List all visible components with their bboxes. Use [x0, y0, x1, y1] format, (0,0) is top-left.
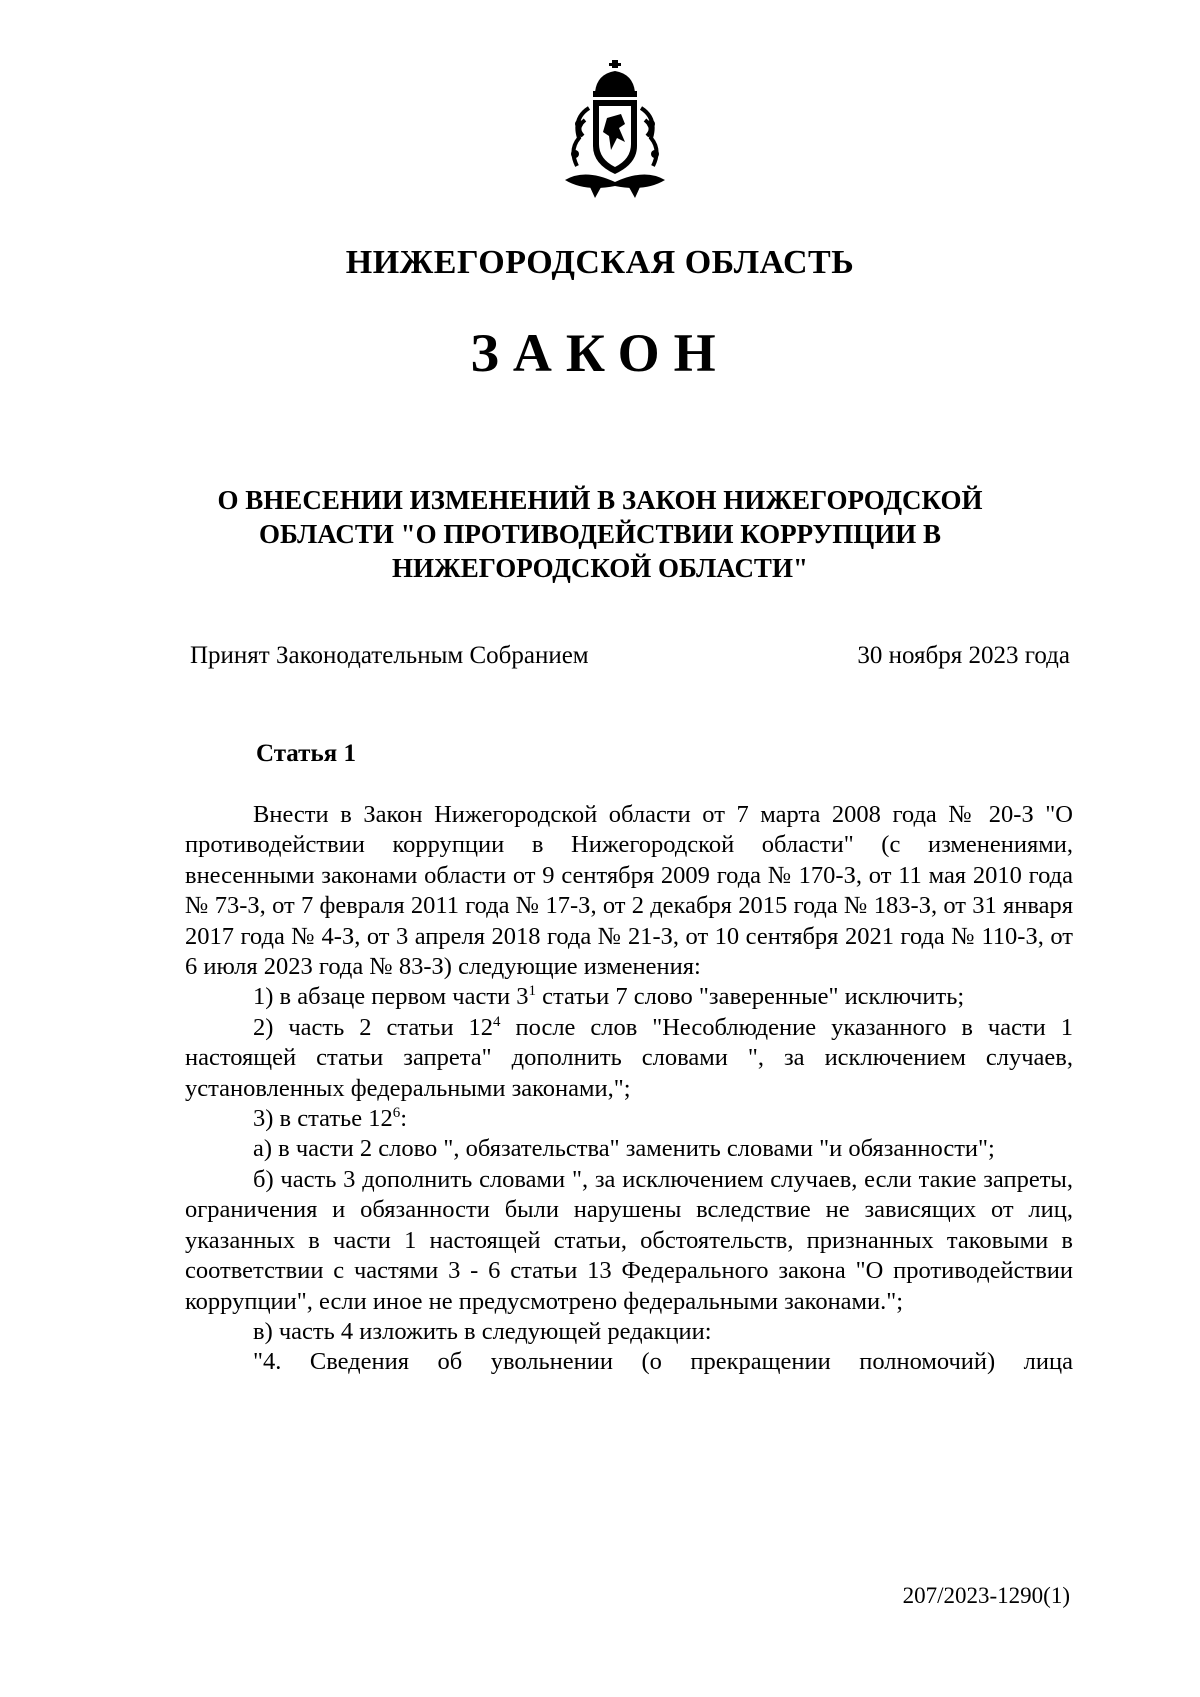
item-3-text-rest: :: [400, 1105, 408, 1133]
article-body: [185, 800, 1073, 1378]
adoption-date: 30 ноября 2023 года: [857, 642, 1070, 669]
item-1-text: 1) в абзаце первом части 3: [253, 983, 529, 1011]
item-1-text-rest: статьи 7 слово "заверенные" исключить;: [536, 983, 965, 1011]
item-3: [185, 1104, 1073, 1134]
item-3-text: 3) в статье 12: [253, 1105, 393, 1133]
intro-paragraph: Внести в Закон Нижегородской области от 7 марта 2008 года № 20-З "О противодействии коррупции в Нижегородской области" (с изменениями, внесенными законами области от 9 сентября 2009 года № 170-З, от 11 мая 2010 года № 73-З, от 7 февраля 2011 года № 17-З, от 2 декабря 2015 года № 183-З, от 31 января 2017 года № 4-З, от 3 апреля 2018 года № 21-З, от 10 сентября 2021 года № 110-З, от 6 июля 2023 года № 83-З) следующие изменения:: [185, 801, 1073, 981]
item-2: [185, 1013, 1073, 1104]
item-2-superscript: 4: [493, 1013, 501, 1030]
coat-of-arms-icon: [555, 58, 675, 208]
law-title-line: О ВНЕСЕНИИ ИЗМЕНЕНИЙ В ЗАКОН НИЖЕГОРОДСКОЙ: [217, 485, 983, 515]
item-1: [185, 982, 1073, 1012]
document-number: 207/2023-1290(1): [902, 1583, 1070, 1608]
subitem-a: а) в части 2 слово ", обязательства" заменить словами "и обязанности";: [253, 1135, 995, 1163]
subitem-b: б) часть 3 дополнить словами ", за исключением случаев, если такие запреты, ограничения и обязанности были нарушены вследствие не зависящих от лиц, указанных в части 1 настоящей статьи, обстоятельств, признанных таковыми в соответствии с частями 3 - 6 статьи 13 Федерального закона "О противодействии коррупции", если иное не предусмотрено федеральными законами.";: [185, 1165, 1073, 1315]
item-1-superscript: 1: [528, 983, 537, 1000]
law-title: [190, 483, 1010, 585]
article-heading: Статья 1: [256, 740, 356, 767]
item-3-superscript: 6: [392, 1104, 401, 1121]
region-name: НИЖЕГОРОДСКАЯ ОБЛАСТЬ: [345, 244, 855, 281]
adopted-by: Принят Законодательным Собранием: [190, 642, 589, 669]
law-title-line: НИЖЕГОРОДСКОЙ ОБЛАСТИ": [392, 553, 808, 583]
document-type: ЗАКОН: [470, 323, 730, 383]
item-2-text: 2) часть 2 статьи 12: [253, 1013, 494, 1041]
law-title-line: ОБЛАСТИ "О ПРОТИВОДЕЙСТВИИ КОРРУПЦИИ В: [258, 519, 942, 549]
quoted-part-4-start: "4. Сведения об увольнении (о прекращении полномочий) лица: [253, 1348, 1073, 1376]
item-2-text-rest: после слов "Несоблюдение указанного в части 1 настоящей статьи запрета" дополнить словами ", за исключением случаев, установленных федеральными законами,";: [185, 1013, 1073, 1102]
subitem-v: в) часть 4 изложить в следующей редакции:: [253, 1317, 712, 1345]
adoption-row: [190, 642, 1070, 670]
